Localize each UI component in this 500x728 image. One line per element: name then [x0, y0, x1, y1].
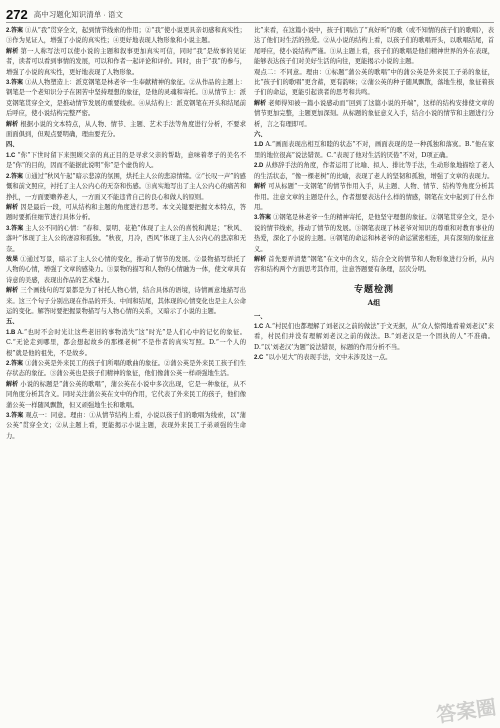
answer-paragraph: [6, 359, 246, 380]
answer-text: 比”来看，在这篇小说中，孩子们唱出了“真好听”的歌（或不知情的孩子们的歌唱），表达了他们对生活的热爱。②从小说的结构上看，以孩子们的歌唱开头，以歌唱结尾，首尾呼应，使小说结构严谨。③从主题上看，孩子们的歌唱是他们精神世界的外在表现，能够表达孩子们对美好生活的向往，更能揭示小说的主题。: [254, 27, 494, 66]
answer-paragraph: [254, 213, 494, 255]
answer-paragraph: [254, 322, 494, 353]
answer-tag: 3.答案: [6, 225, 24, 232]
answer-paragraph: [6, 78, 246, 120]
answer-text: “你”下世时留下来照顾父亲的真正目的是寻求父亲的帮助，意味着孝子的美名不是“你”的目的，因而不能据此说明“你”是个虚伪的人。: [6, 151, 246, 170]
answer-tag: 3.答案: [6, 413, 24, 420]
answer-tag: 1.D: [254, 142, 264, 149]
answer-paragraph: [254, 99, 494, 130]
section-heading: 一、: [254, 312, 267, 320]
answer-tag: 解析: [6, 288, 19, 295]
answer-paragraph: [6, 380, 246, 411]
answer-paragraph: [6, 255, 246, 286]
answer-text: 主人公不同的心情：“春和、景明、花艳”体现了主人公的喜悦和满足；“秋风、落叶”体现了主人公的凄凉和孤独。“秋夜，月冷，西风”体现了主人公内心的悲凉和无奈。: [6, 224, 246, 253]
answer-paragraph: [6, 172, 246, 203]
answer-paragraph: [254, 161, 494, 182]
answer-tag: 2.答案: [6, 28, 24, 34]
answer-paragraph: [254, 26, 494, 68]
answer-text: ①蒲公英是外来民工的孩子们所唱的歌曲的象征。②蒲公英是外来民工孩子们生存状态的象征。③蒲公英也是孩子们精神的象征，他们像蒲公英一样顽强地生活。: [6, 360, 246, 378]
answer-text: 三个画线句的写景都是为了衬托人物心情，结合具体的语境，诗情画意地描写出来。这三个句子分别出现在作品的开头、中间和结尾，其体现的心情变化也是主人公命运的变化。解答时要把握景物描写与人物心情的关系，又暗示了小说的主题。: [6, 287, 246, 315]
answer-tag: 解析: [6, 204, 19, 211]
answer-paragraph: [6, 120, 246, 141]
answer-text: A.“画面表现出相互和睦的状态”不对，画面表现的是一种孤独和落寞。B.“他在家里的地位很高”说法错误。C.“表现了他对生活的厌倦”不对，D项正确。: [254, 141, 494, 159]
answer-tag: 2.C: [254, 355, 264, 362]
answer-tag: 解析: [254, 184, 267, 191]
answer-text: 根据小说的文本特点，从人物、情节、主题、艺术手法等角度进行分析，不要求面面俱到，但观点要明确，理由要充分。: [6, 120, 246, 139]
answer-tag: 3.答案: [6, 80, 24, 87]
two-column-body: [6, 26, 494, 724]
answer-tag: 1.C: [254, 323, 264, 330]
answer-paragraph: [6, 47, 246, 78]
answer-tag: 效果: [6, 256, 19, 263]
answer-text: 小说的标题是“蒲公英的歌唱”，蒲公英在小说中多次出现，它是一种象征，从不同角度分析其含义。同时关注蒲公英在文中的作用，它代表了外来民工的孩子，他们像蒲公英一样随风飘散，但又顽强地生长和歌唱。: [6, 380, 246, 409]
answer-text: 老师得知被一篇小说感动而“回到了这篇小说的开端”，这样的结构安排使文章的情节更加完整，主题更加深刻。从标题的象征意义入手，结合小说的情节和主题进行分析，言之有理即可。: [254, 99, 494, 128]
answer-text: ①从人物塑造上：派克钢笔是林老爷一生奉献精神的象征。②从作品的主题上：钢笔是一个老知识分子在困苦中坚持理想的象征，是他的灵魂和寄托。③从情节上：派克钢笔贯穿全文，是推动情节发展的重要线索。④从结构上：派克钢笔在开头和结尾前后呼应，使小说结构完整严密。: [6, 79, 246, 118]
answer-tag: 解析: [6, 381, 19, 388]
running-title: 高中习题化知识清单 · 语文: [33, 9, 123, 19]
answer-tag: 2.D: [254, 163, 264, 170]
watermark-logo: 答案圈: [435, 696, 498, 728]
section-heading: 五、: [6, 318, 19, 326]
answer-paragraph: [6, 328, 246, 359]
page-number: 272: [6, 6, 28, 22]
answer-text: A.“村民们也都理解了刘老汉之前的做法”于文无据，从“众人惊愕地看着刘老汉”来看，村民们并没有理解刘老汉之前的做法。B.“刘老汉是一个固执的人”不准确。D.“以‘刘老汉’为题”说法错误，标题的作用分析不当。: [254, 322, 494, 351]
answer-text: 可从标题“一支钢笔”的情节作用入手，从主题、人物、情节、结构等角度分析其作用。注意文章的主题是什么，作者想要表达什么样的情感，钢笔在文中起到了什么作用。: [254, 183, 494, 211]
answer-paragraph: [6, 286, 246, 317]
answer-tag: 2.答案: [6, 173, 24, 180]
section-heading: 六、: [254, 131, 267, 139]
answer-tag: 3.答案: [254, 215, 272, 222]
answer-tag: 2.答案: [6, 361, 24, 367]
answer-text: 因是最后一段，可从结构和主题的角度进行思考。本文关键要把握文本特点，答题时要抓住细节进行具体分析。: [6, 203, 246, 222]
left-column: [6, 26, 246, 724]
section-heading: 四、: [6, 141, 19, 149]
answer-text: ①钢笔是林老爷一生的精神寄托，是他坚守理想的象征。②钢笔贯穿全文，是小说的情节线索，推动了情节的发展。③钢笔表现了林老爷对知识的尊重和对教育事业的热爱，深化了小说的主题。④钢笔的命运和林老爷的命运紧密相连，具有深刻的象征意义。: [254, 214, 494, 253]
answer-tag: 解析: [254, 256, 267, 263]
special-title: 专题检测: [353, 283, 394, 294]
answer-tag: 解析: [6, 48, 19, 55]
answer-paragraph: [254, 182, 494, 213]
answer-paragraph: [6, 411, 246, 442]
answer-paragraph: [6, 26, 246, 47]
answer-paragraph: [254, 140, 494, 161]
answer-paragraph: [6, 203, 246, 224]
answer-text: A.“也时不会时光让这些老旧的事物消失”这“时光”是人们心中的记忆的象征。C.“无论走到哪里，都会想起故乡的那棵老树”不是作者的真实写照。D.“一个人的根”就是他的祖先，不是故乡。: [6, 328, 246, 357]
page-header: [6, 6, 494, 23]
answer-paragraph: [254, 68, 494, 99]
answer-text: 第一人称写法可以使小说的主题和叙事更加真实可信，同时“我”是故事的见证者，读者可以看到事情的发展，可以和作者一起评论和评价。同时，由于“我”的参与，增强了小说的真实性，更好地表现了人物形象。: [6, 47, 246, 76]
answer-text: “以小见大”的表现手法，文中未涉及这一点。: [265, 354, 392, 362]
answer-tag: 解析: [254, 100, 267, 107]
right-column: [254, 26, 494, 724]
answer-paragraph: [254, 353, 494, 363]
answer-text: 观点二：不同意。理由：①标题“蒲公英的歌唱”中的蒲公英是外来民工子弟的象征，比“孩子们的歌唱”更含蓄，更有韵味；②蒲公英的种子随风飘散，落地生根，象征着孩子们的命运，更能引起读者的思考和共鸣。: [254, 68, 494, 97]
answer-tag: 1.C: [6, 152, 16, 159]
answer-tag: 1.B: [6, 329, 16, 336]
answer-paragraph: [6, 151, 246, 172]
answer-paragraph: [254, 255, 494, 276]
group-title: A组: [367, 298, 381, 308]
answer-text: ①通过写景，暗示了主人公心情的变化，推动了情节的发展。②景物描写烘托了人物的心情，增强了文章的感染力。③景物的描写和人物的心情融为一体，使文章具有诗意的美感，表现出作品的艺术魅力。: [6, 255, 246, 284]
answer-text: 观点一：同意。理由：①从情节结构上看，小说以孩子们的歌唱为线索，以“蒲公英”贯穿全文；②从主题上看，更能揭示小说主题，表现外来民工子弟顽强的生命力。: [6, 412, 246, 440]
answer-tag: 解析: [6, 121, 19, 128]
answer-text: ①通过“秋风午起”暗示悲凉的氛围，烘托主人公的悲凉情绪。②“长叹一声”的感慨和前文照应，衬托了主人公内心的无奈和伤感。③真实地写出了主人公内心的痛苦和挣扎，一方面要赡养老人，一方面又不能违背自己的良心和做人的原则。: [6, 172, 246, 201]
answer-paragraph: [6, 224, 246, 255]
answer-text: 首先要弄清楚“钢笔”在文中的含义，结合全文的情节和人物形象进行分析，从内容和结构两个方面思考其作用，注意答题要有条理，层次分明。: [254, 255, 494, 274]
answer-text: 从修辞手法的角度，作者运用了比喻、拟人、排比等手法，生动形象地描绘了老人的生活状态，“像一棵老树”的比喻，表现了老人的坚韧和孤独，增强了文章的表现力。: [254, 162, 494, 180]
answer-text: ①从“我”贯穿全文，起到情节线索的作用；②“我”使小说更具亲切感和真实性；③作为见证人，增强了小说的真实性；④更好地表现人物形象和小说主题。: [6, 27, 246, 45]
